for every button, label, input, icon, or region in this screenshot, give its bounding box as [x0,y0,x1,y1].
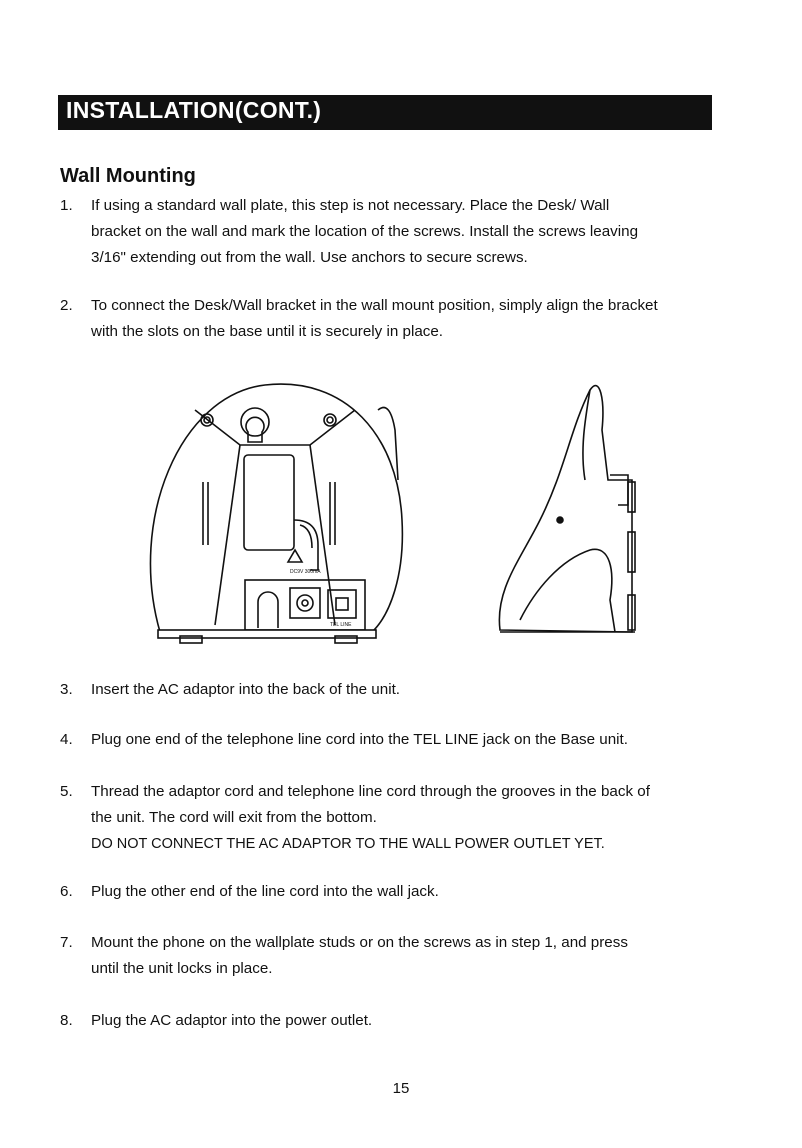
warning-text: DO NOT CONNECT THE AC ADAPTOR TO THE WALL POWER OUTLET YET. [91,836,605,852]
step-number: 2. [60,297,73,314]
step-number: 7. [60,934,73,951]
step-text-line: bracket on the wall and mark the location of the screws. Install the screws leaving [91,223,639,240]
step-number: 6. [60,883,73,900]
step-text-line: Thread the adaptor cord and telephone line cord through the grooves in the back of [91,783,650,800]
step-text-line: Mount the phone on the wallplate studs or on the screws as in step 1, and press [91,934,628,951]
step-text-line: To connect the Desk/Wall bracket in the wall mount position, simply align the bracket [91,297,658,314]
list-item-step-1 [60,193,720,271]
step-text-line: If using a standard wall plate, this step is not necessary. Place the Desk/ Wall [91,197,610,214]
step-text-line: Plug the AC adaptor into the power outlet. [91,1012,373,1029]
step-number: 3. [60,681,73,698]
step-text-line: the unit. The cord will exit from the bottom. [91,809,377,826]
list-item-step-3 [60,677,720,703]
base-back-view [150,384,402,643]
list-item-step-5 [60,779,720,857]
step-text-line: until the unit locks in place. [91,960,273,977]
step-text-line: Plug one end of the telephone line cord into the TEL LINE jack on the Base unit. [91,731,628,748]
list-item-step-2 [60,293,720,345]
step-text-line: Insert the AC adaptor into the back of the unit. [91,681,401,698]
list-item-step-7 [60,930,720,982]
step-text-line: 3/16" extending out from the wall. Use anchors to secure screws. [91,249,528,266]
list-item-step-8 [60,1008,720,1034]
step-number: 5. [60,783,73,800]
wall-mount-illustration [140,370,660,655]
list-item-step-6 [60,879,720,905]
list-item-step-4 [60,727,720,753]
step-text-line: Plug the other end of the line cord into the wall jack. [91,883,439,900]
power-jack-label: DC9V 300mA [290,569,321,575]
base-side-view [499,386,635,632]
step-text-line: with the slots on the base until it is securely in place. [91,323,444,340]
page-number: 15 [392,1080,410,1097]
section-title: Wall Mounting [60,165,196,187]
page-title: INSTALLATION(CONT.) [66,97,322,123]
tel-line-label: TEL LINE [330,622,352,628]
step-number: 8. [60,1012,73,1029]
section-banner [58,95,712,130]
step-number: 4. [60,731,73,748]
step-number: 1. [60,197,73,214]
